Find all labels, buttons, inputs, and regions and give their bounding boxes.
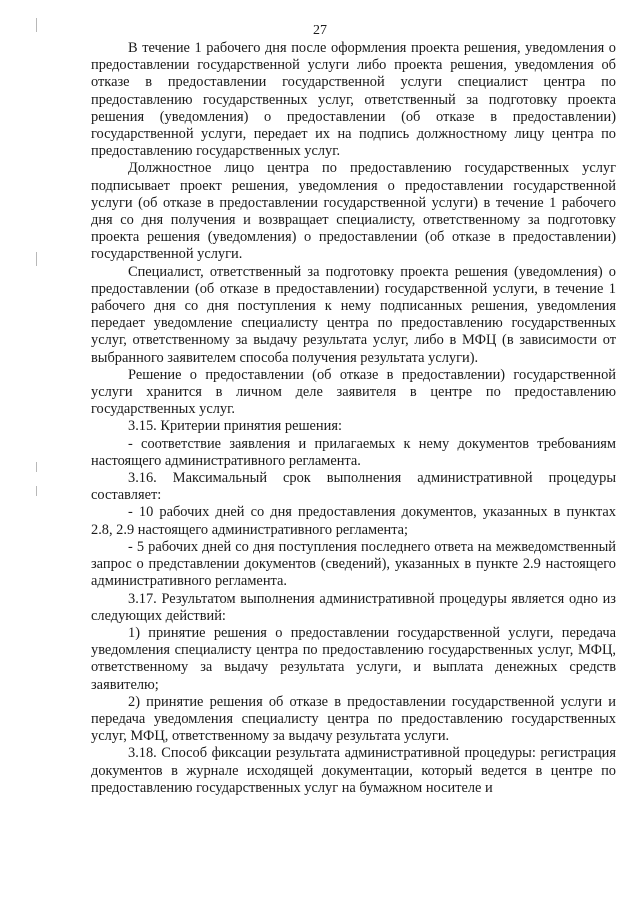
paragraph-project-preparation: В течение 1 рабочего дня после оформления проекта решения, уведомления о предоставлении государственной услуги либо проекта решения, уведомления об отказе в предоставлении государственной услуги специалист центра по предоставлению государственных услуг, ответственный за подготовку проекта решения (уведомления) о предоставлении (об отказе в предоставлении) государственной услуги, передает их на подпись должностному лицу центра по предоставлению государственных услуг. xyxy=(91,40,616,160)
section-3-16-heading: 3.16. Максимальный срок выполнения административной процедуры составляет: xyxy=(91,470,616,504)
section-3-18-paragraph: 3.18. Способ фиксации результата административной процедуры: регистрация документов в журнале исходящей документации, который ведется в центре по предоставлению государственных услуг на бумажном носителе и xyxy=(91,745,616,796)
scan-margin-mark xyxy=(36,486,37,496)
criteria-item: - соответствие заявления и прилагаемых к нему документов требованиям настоящего административного регламента. xyxy=(91,435,616,469)
document-body xyxy=(91,40,616,797)
deadline-item-2: - 5 рабочих дней со дня поступления последнего ответа на межведомственный запрос о представлении документов (сведений), указанных в пункте 2.9 настоящего административного регламента. xyxy=(91,538,616,590)
scan-margin-mark xyxy=(36,252,37,266)
result-item-2: 2) принятие решения об отказе в предоставлении государственной услуги и передача уведомления специалисту центра по предоставлению государственных услуг, МФЦ, ответственному за выдачу результата услуги. xyxy=(91,693,616,745)
paragraph-notification-transfer: Специалист, ответственный за подготовку проекта решения (уведомления) о предоставлении (об отказе в предоставлении) государственной услуги, в течение 1 рабочего дня со дня поступления к нему подписанных решения, уведомления передает уведомление специалисту центра по предоставлению государственных услуг, ответственному за выдачу результата услуг, либо в МФЦ (в зависимости от выбранного заявителем способа получения результата услуги). xyxy=(91,263,616,366)
paragraph-decision-storage: Решение о предоставлении (об отказе в предоставлении) государственной услуги хранится в личном деле заявителя в центре по предоставлению государственных услуг. xyxy=(91,366,616,418)
section-3-15-heading: 3.15. Критерии принятия решения: xyxy=(128,418,342,435)
paragraph-official-signing: Должностное лицо центра по предоставлению государственных услуг подписывает проект решения, уведомления о предоставлении государственной услуги (об отказе в предоставлении государственной услуги) в течение 1 рабочего дня со дня получения и возвращает специалисту, ответственному за подготовку проекта решения (уведомления) о предоставлении (об отказе в предоставлении) государственной услуги. xyxy=(91,160,616,263)
scan-margin-mark xyxy=(36,462,37,472)
result-item-1: 1) принятие решения о предоставлении государственной услуги, передача уведомления специалисту центра по предоставлению государственных услуг, МФЦ, ответственному за выдачу результата услуги, и выплата денежных средств заявителю; xyxy=(91,624,616,693)
deadline-item-1: - 10 рабочих дней со дня предоставления документов, указанных в пунктах 2.8, 2.9 настоящего административного регламента; xyxy=(91,504,616,538)
section-3-17-heading: 3.17. Результатом выполнения административной процедуры является одно из следующих действий: xyxy=(91,590,616,624)
page-number: 27 xyxy=(313,23,327,38)
